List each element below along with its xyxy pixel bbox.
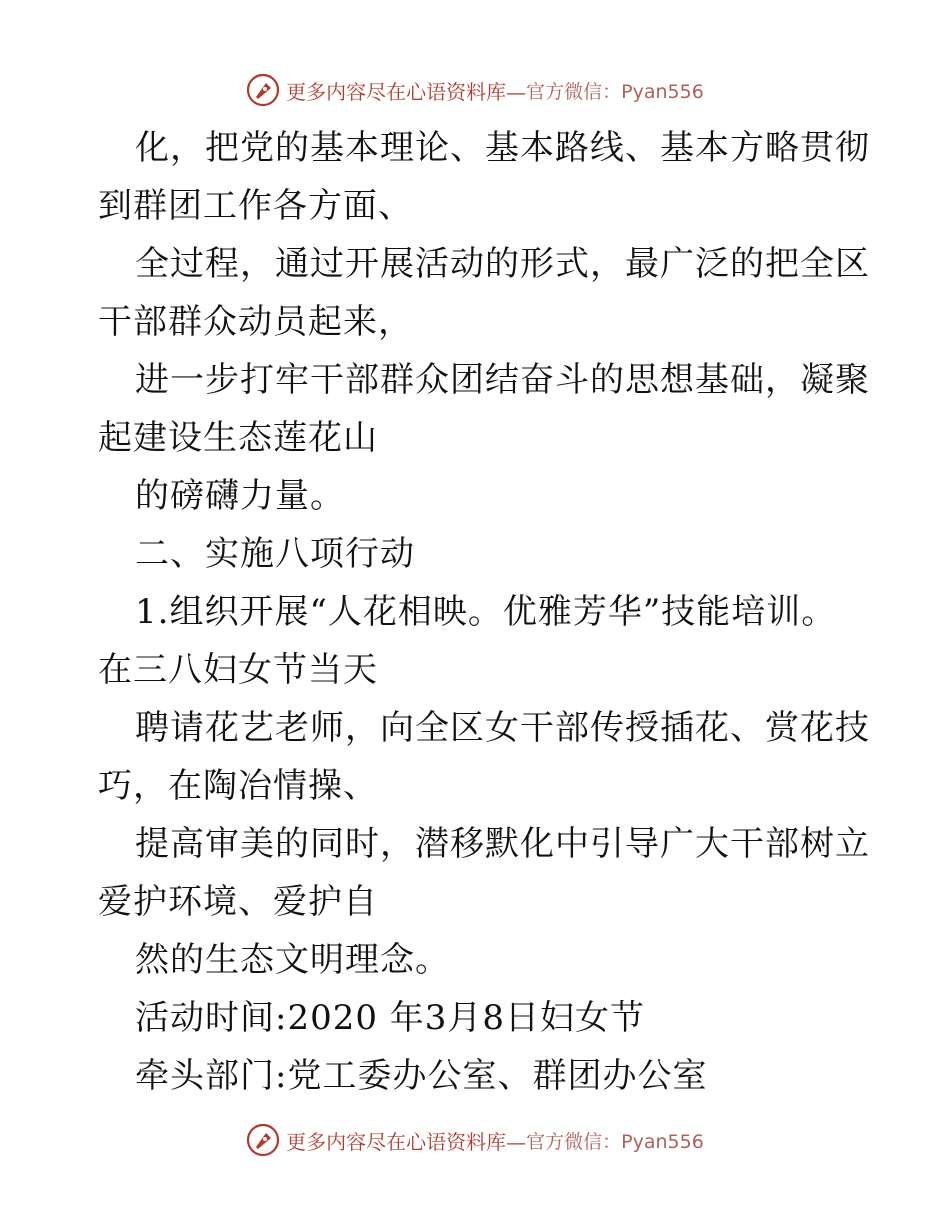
activity-time: 活动时间:2020 年3月8日妇女节 [135,998,646,1038]
body-line: 在三八妇女节当天 [98,650,378,690]
watermark-text-main: 更多内容尽在心语资料库— [286,79,527,104]
body-line: 起建设生态莲花山 [98,418,378,458]
body-line: 进一步打牢干部群众团结奋斗的思想基础，凝聚 [135,360,870,400]
pen-nib-logo-icon [246,1123,280,1157]
body-line: 1.组织开展“人花相映。优雅芳华”技能培训。 [135,592,837,632]
watermark-banner-top [0,70,950,110]
body-line: 提高审美的同时，潜移默化中引导广大干部树立 [135,824,870,864]
watermark-banner-bottom [0,1120,950,1160]
body-line: 然的生态文明理念。 [135,940,450,980]
pen-nib-logo-icon [246,73,280,107]
watermark-text-wechat: 官方微信：Pyan556 [526,80,704,103]
body-line: 巧，在陶冶情操、 [98,766,378,806]
watermark-text-main: 更多内容尽在心语资料库— [286,1129,527,1154]
lead-department: 牵头部门:党工委办公室、群团办公室 [135,1056,708,1096]
body-line: 全过程，通过开展活动的形式，最广泛的把全区 [135,244,870,284]
body-line: 干部群众动员起来， [98,302,413,342]
body-line: 聘请花艺老师，向全区女干部传授插花、赏花技 [135,708,870,748]
body-line: 化，把党的基本理论、基本路线、基本方略贯彻 [135,128,870,168]
body-line: 爱护环境、爱护自 [98,882,378,922]
section-heading: 二、实施八项行动 [135,534,415,574]
watermark-text-wechat: 官方微信：Pyan556 [526,1130,704,1153]
body-line: 的磅礴力量。 [135,476,345,516]
body-line: 到群团工作各方面、 [98,186,413,226]
